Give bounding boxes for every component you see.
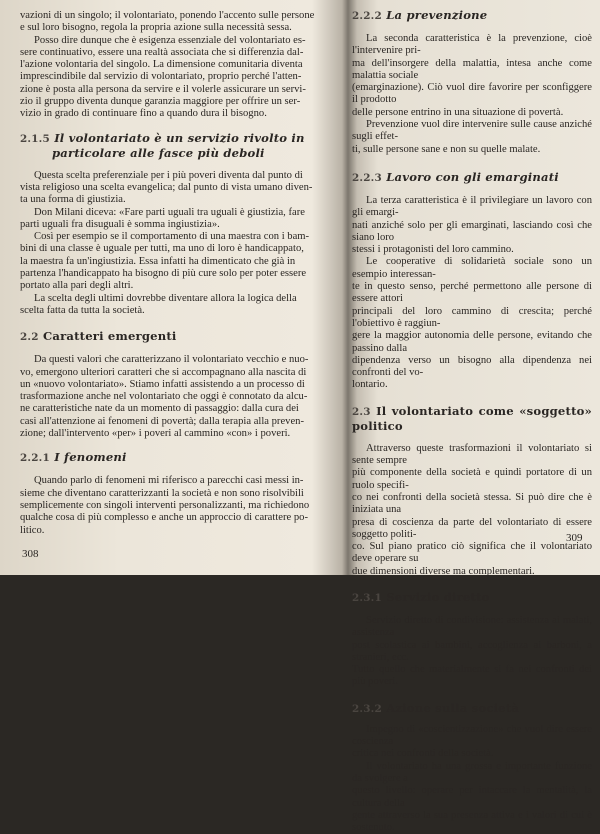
- section-number: 2.2: [20, 331, 39, 344]
- text-line: zione è posta alla persona da servire e il volerle assicurare un servi-: [20, 83, 306, 95]
- text-line: qualche cosa di più complesso e anche un approccio di carattere po-: [20, 512, 308, 524]
- intro-paragraph: [20, 10, 338, 35]
- section-number: 2.3: [352, 405, 371, 418]
- section-title: I fenomeni: [54, 450, 127, 465]
- section-number: 2.3.1: [352, 591, 382, 604]
- text-line: litico.: [20, 524, 45, 536]
- text-line: trasformazione anche nel volontariato che oggi è connotato da alcu-: [20, 391, 308, 403]
- text-line: La seconda caratteristica è la prevenzione, cioè l'intervenire pri-: [352, 33, 592, 57]
- paragraph: [352, 195, 592, 392]
- paragraph: [352, 615, 592, 689]
- text-line: due dimensioni diverse ma complementari.: [352, 565, 535, 577]
- text-line: La scelta degli ultimi dovrebbe diventare allora la logica della: [34, 292, 297, 304]
- paragraph: [20, 354, 338, 440]
- paragraph: [20, 293, 338, 318]
- section-title: Lavoro con gli emarginati: [386, 169, 559, 184]
- section-heading: [352, 170, 592, 185]
- text-line: più componente della società e quindi portatore di un ruolo specifi-: [352, 467, 592, 491]
- text-line: Le cooperative di solidarietà sociale sono un esempio interessan-: [352, 256, 592, 280]
- text-line: te in questo senso, perché permettono alle persone di essere attori: [352, 281, 592, 305]
- section-heading: [20, 329, 338, 344]
- section-heading: [352, 701, 592, 716]
- page-number-right: 309: [566, 532, 583, 544]
- paragraph: [352, 443, 592, 578]
- text-line: questo livello: operare per intaccare la mentalità, la cultura della: [352, 785, 592, 809]
- text-line: Tutto quello che materialmente si fa nei confronti dei più poveri.: [352, 664, 592, 688]
- text-line: Così per esempio se il comportamento di una maestra con i bam-: [34, 231, 310, 243]
- text-line: dipendenza verso un bisogno alla dipendenza nei confronti del vo-: [352, 354, 592, 379]
- section-title: Servizio diretto: [386, 589, 490, 604]
- text-line: un «nuovo volontariato». Stiamo infatti assistendo a un processo di: [20, 378, 305, 390]
- text-line: principali del loro cammino di crescita; perché l'obiettivo è raggiun-: [352, 305, 592, 329]
- text-line: Da questi valori che caratterizzano il volontariato vecchio e nuo-: [34, 354, 309, 366]
- text-line: e sul loro bisogno, regola la propria azione sulla necessità sessa.: [20, 22, 292, 34]
- text-line: bini di una classe è uguale per tutti, ma uno di loro è handicappato,: [20, 243, 304, 255]
- text-line: post scolastica ai bambini, accoglienza ai barboni, a stranieri, ecc.: [352, 639, 592, 663]
- text-line: casi all'attenzione ai fenomeni di povertà; dalla terapia alla preven-: [20, 415, 304, 427]
- text-line: scelta fatta da tutta la società.: [20, 304, 145, 316]
- text-line: presa di coscienza da parte del volontariato di essere soggetto politi-: [352, 516, 592, 540]
- section-number: 2.3.2: [352, 702, 382, 715]
- text-line: vazioni di un singolo; il volontariato, ponendo l'accento sulle persone: [20, 10, 315, 21]
- text-line: Posso dire dunque che è esigenza essenziale del volontariato es-: [34, 34, 306, 46]
- text-line: sere continuativo, essere una realtà associata che si differenzia dal-: [20, 46, 304, 58]
- page-number-left: 308: [22, 548, 39, 560]
- paragraph: [20, 170, 338, 207]
- paragraph: [20, 475, 338, 536]
- text-line: nati anziché solo per gli emarginati, lasciando così che siano loro: [352, 219, 592, 243]
- section-heading: [352, 8, 592, 23]
- text-line: co. Sul piano pratico ciò significa che il volontariato deve operare su: [352, 541, 592, 565]
- text-line: gere la maggior autonomia delle persone, evitando che passino dalla: [352, 330, 592, 354]
- text-line: co nei confronti della società stessa. Si può dire che è iniziata una: [352, 491, 592, 516]
- section-title-continued: particolare alle fasce più deboli: [52, 145, 265, 160]
- text-line: Quando parlo di fenomeni mi riferisco a parecchi casi messi in-: [34, 475, 304, 487]
- section-number: 2.1.5: [20, 132, 50, 145]
- section-number: 2.2.1: [20, 452, 50, 465]
- text-line: Questa scelta preferenziale per i più poveri diventa dal punto di: [34, 169, 303, 181]
- text-line: portato alla pari degli altri.: [20, 280, 134, 292]
- paragraph: [20, 35, 338, 121]
- section-title: La prevenzione: [386, 8, 488, 22]
- left-page: [20, 10, 338, 537]
- section-title: Il volontariato come «soggetto» politico: [352, 403, 592, 433]
- text-line: gente attraverso la sua presenza attiva e i valori di cui è sostenuto.: [352, 809, 592, 834]
- text-line: Impegno di «coscientizzazione» che vuol dire essere coscienza: [352, 723, 592, 748]
- section-heading: [352, 404, 592, 433]
- text-line: (emarginazione). Ciò vuol dire favorire per sconfiggere il prodotto: [352, 82, 592, 106]
- text-line: vista religioso una scelta evangelica; dal punto di vista umano diven-: [20, 181, 313, 193]
- section-title: Caratteri emergenti: [42, 329, 177, 344]
- text-line: zione; dall'intervento «per» i poveri al cammino «con» i poveri.: [20, 428, 291, 440]
- paragraph: [20, 207, 338, 232]
- section-number: 2.2.2: [352, 10, 382, 22]
- text-line: ne caratteristiche nate da un momento di passaggio: dalla cura dei: [20, 403, 299, 415]
- text-line: delle persone entrino in una situazione di povertà.: [352, 106, 564, 118]
- text-line: stessi i protagonisti del loro cammino.: [352, 244, 514, 256]
- text-line: ti, sulle persone sane e non su quelle malate.: [352, 143, 541, 155]
- text-line: Attraverso queste trasformazioni il volontariato si sente sempre: [352, 442, 592, 467]
- paragraph: [352, 33, 592, 156]
- text-line: critica nei confronti della società.: [352, 748, 494, 760]
- text-line: l'azione volontaria del singolo. La dimensione comunitaria diventa: [20, 59, 303, 71]
- text-line: vizio in grado di continuare fino a quando dura il bisogno.: [20, 108, 267, 120]
- paragraph: [20, 231, 338, 292]
- section-heading: [352, 590, 592, 605]
- text-line: partenza l'handicappato ha bisogno di più cure solo per poter essere: [20, 268, 307, 280]
- section-title: Azione sulla società: [386, 700, 520, 715]
- text-line: semplicemente con singoli interventi personalizzanti, ma richiedono: [20, 499, 310, 511]
- text-line: ta una forma di giustizia.: [20, 194, 126, 206]
- text-line: La terza caratteristica è il privilegiare un lavoro con gli emargi-: [352, 194, 592, 219]
- section-number: 2.2.3: [352, 171, 382, 184]
- text-line: sieme che diventano caratterizzanti la società e non sono risolvibili: [20, 487, 304, 499]
- text-line: vo, emergono ulteriori caratteri che si accompagnano alla nascita di: [20, 366, 307, 378]
- text-line: Don Milani diceva: «Fare parti uguali tra uguali è giustizia, fare: [34, 206, 305, 218]
- section-title: Il volontariato è un servizio rivolto in: [54, 130, 305, 145]
- text-line: ma dell'insorgere della malattia, intesa anche come malattia sociale: [352, 57, 592, 81]
- text-line: zio il gruppo diventa dunque garanzia maggiore per offrire un ser-: [20, 96, 301, 108]
- text-line: Servizio diretto di condivisione: assistenza ai malati, assistenza: [352, 614, 592, 639]
- text-line: lontario.: [352, 379, 388, 391]
- right-page: [352, 8, 592, 834]
- section-heading: [20, 131, 338, 160]
- paragraph: [352, 724, 592, 834]
- section-heading: [20, 450, 338, 465]
- text-line: Il volontariato ha una grossa e importante funzione da svolgere a: [352, 760, 592, 784]
- text-line: Prevenzione vuol dire intervenire sulle cause anziché sugli effet-: [352, 119, 592, 143]
- text-line: imprescindibile dal servizio di volontariato, proprio perché l'atten-: [20, 71, 302, 83]
- text-line: la maestra fa un'ingiustizia. Essa infatti ha dimenticato che già in: [20, 255, 296, 267]
- text-line: parti uguali fra disuguali è somma ingiustizia».: [20, 218, 220, 230]
